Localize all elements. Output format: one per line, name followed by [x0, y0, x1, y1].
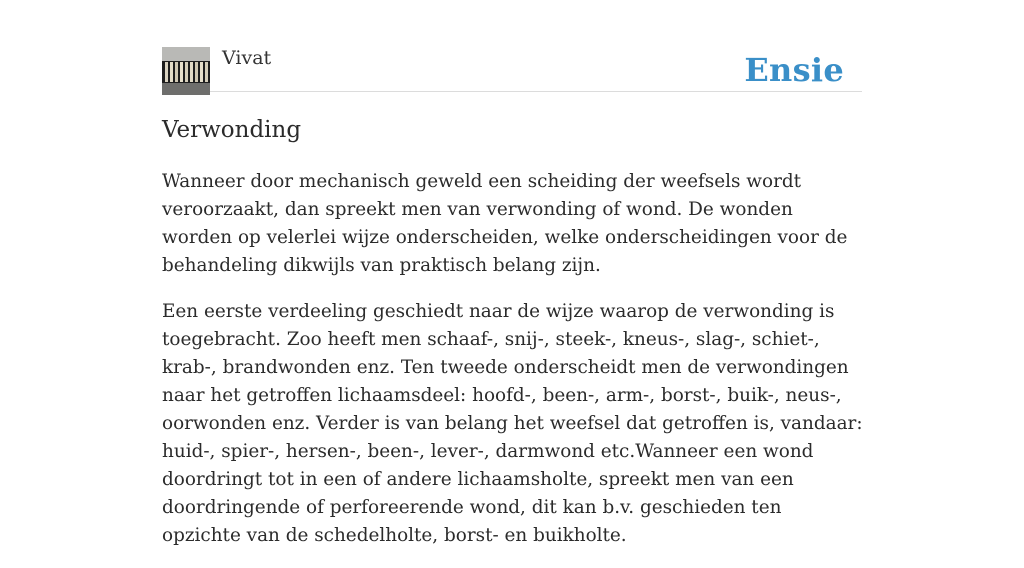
site-header [162, 46, 862, 92]
article-paragraph-1: Wanneer door mechanisch geweld een scheiding der weefsels wordt veroorzaakt, dan spreekt men van verwonding of wond. De wonden worden op velerlei wijze onderscheiden, welke onderscheidingen voor de behandeling dikwijls van praktisch belang zijn. [162, 171, 848, 276]
article-title: Verwonding [162, 117, 302, 143]
author-name-link[interactable]: Vivat [222, 47, 272, 69]
article-body [162, 168, 866, 568]
avatar-image-icon [162, 47, 210, 95]
author-avatar[interactable] [162, 47, 210, 95]
brand-logo-link[interactable]: Ensie [744, 51, 844, 89]
article-paragraph-2: Een eerste verdeeling geschiedt naar de wijze waarop de verwonding is toegebracht. Zoo heeft men schaaf-, snij-, steek-, kneus-, slag-, schiet-, krab-, brandwonden enz. Ten tweede onderscheidt men de verwondingen naar het getroffen lichaamsdeel: hoofd-, been-, arm-, borst-, buik-, neus-, oorwonden enz. Verder is van belang het weefsel dat getroffen is, vandaar: huid-, spier-, hersen-, been-, lever-, darmwond etc.Wanneer een wond doordringt tot in een of andere lichaamsholte, spreekt men van een doordringende of perforeerende wond, dit kan b.v. geschieden ten opzichte van de schedelholte, borst- en buikholte. [162, 301, 863, 546]
